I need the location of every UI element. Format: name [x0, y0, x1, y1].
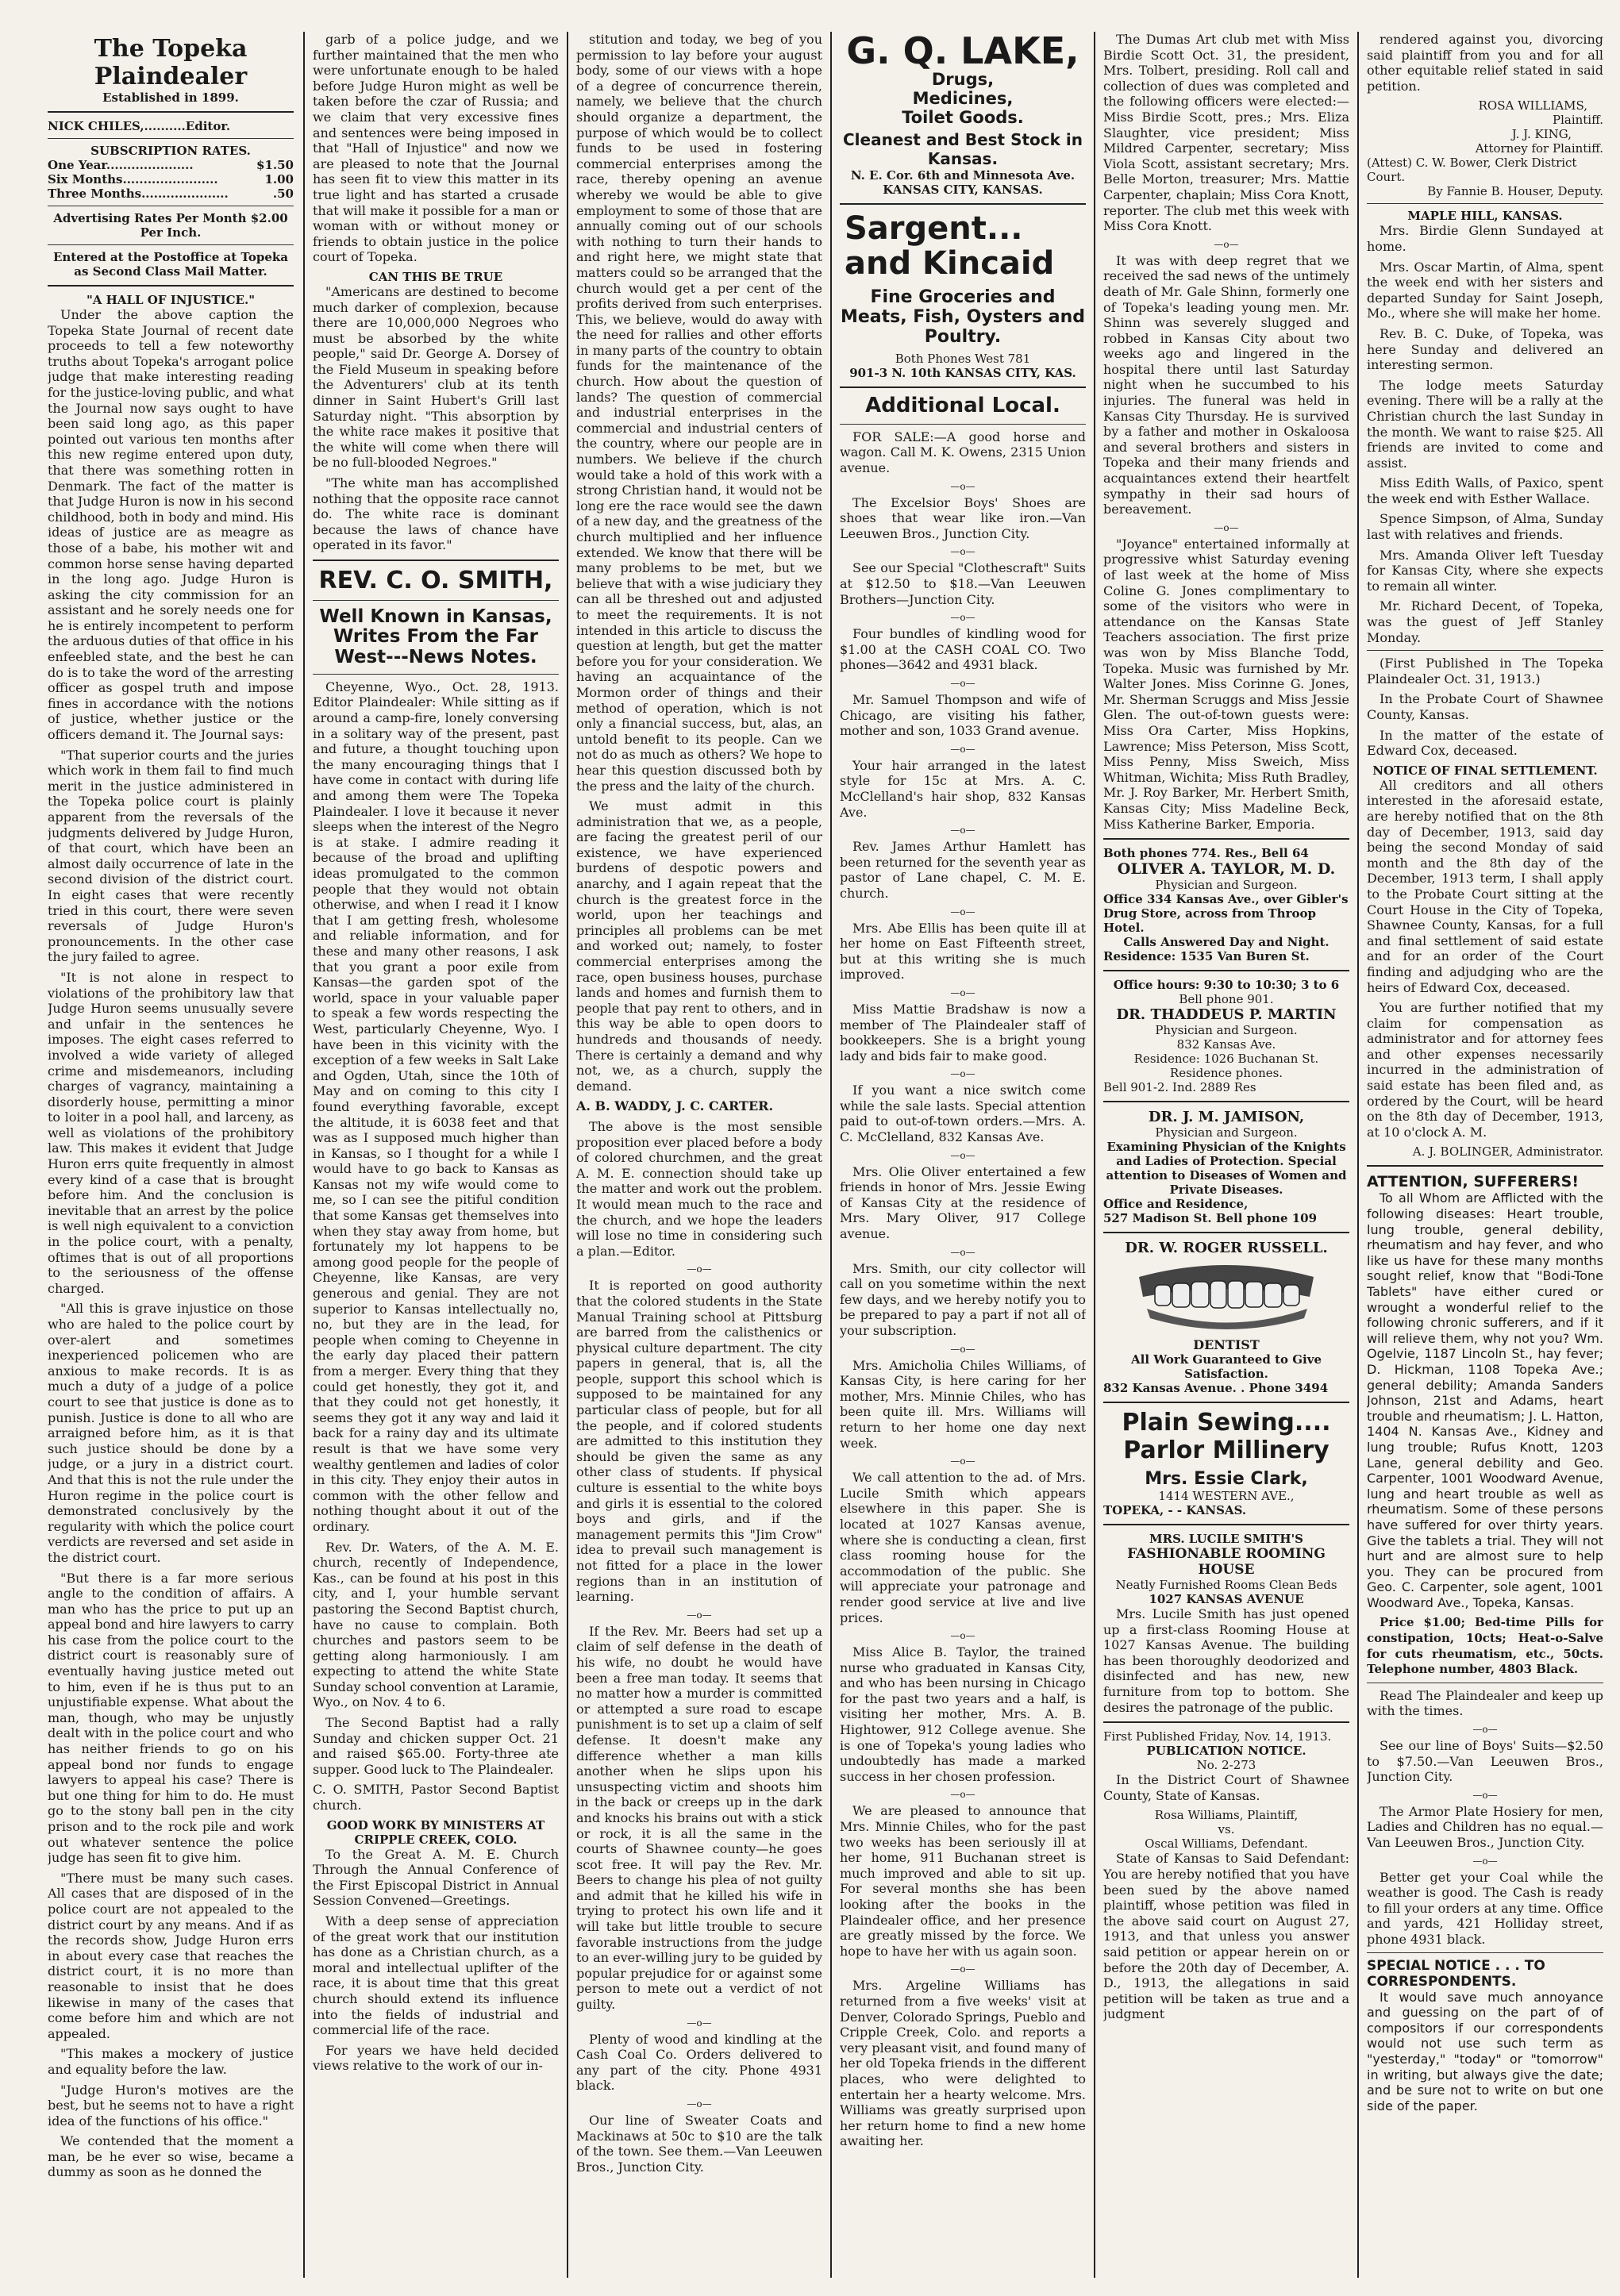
local-item: See our Special "Clothescraft" Suits at $12.50 to $18.—Van Leeuwen Brothers—Junction City.	[840, 560, 1086, 607]
column-6: rendered against you, divorcing said plaintiff from you and for all other equitable relief stated in said petition. ROSA WILLIAMS, Plaintiff. J. J. KING, Attorney for Plaintiff. (Attest) C. W. Bower, Clerk District Court. By Fannie B. Houser, Deputy. MAPLE HILL, KANSAS. Mrs. Birdie Glenn Sundayed at home. Mrs. Oscar Martin, of Alma, spent the week end with her sisters and departed Sunday for Saint Joseph, Mo., where she will make her home. Rev. B. C. Duke, of Topeka, was here Sunday and delivered an interesting sermon. The lodge meets Saturday evening. There will be a rally at the Christian church the last Sunday in the month. We want to raise $25. All friends are invited to come and assist. Miss Edith Walls, of Paxico, spent the week end with Esther Wallace. Spence Simpson, of Alma, Sunday last with relatives and friends. Mrs. Amanda Oliver left Tuesday for Kansas City, where she expects to remain all winter. Mr. Richard Decent, of Topeka, was the guest of Jeff Stanley Monday. (First Published in The Topeka Plaindealer Oct. 31, 1913.) In the Probate Court of Shawnee County, Kansas. In the matter of the estate of Edward Cox, deceased. NOTICE OF FINAL SETTLEMENT. All creditors and all others interested in the aforesaid estate, are hereby notified that on the 8th day of December, 1913, said day being the second Monday of said month and the 8th day of the December, 1913 term, I shall apply to the Probate Court sitting at the Court House in the City of Topeka, Shawnee County, Kansas, for a full and final settlement of said estate and for an order of the Court finding and adjudging who are the heirs of Edward Cox, deceased. You are further notified that my claim for compensation as administrator and for attorney fees and other expenses necessarily incurred in the administration of said estate has been filed and, as ordered by the Court, will be heard on the 8th day of December, 1913, at 10 o'clock A. M. A. J. BOLINGER, Administrator. ATTENTION, SUFFERERS! To all Whom are Afflicted with the following diseases: Heart trouble, lung trouble, general debility, rheumatism and hay fever, and who like us have for these many months sought relief, know that "Bodi-Tone Tablets" have either cured or wrought a wonderful relief to the following chronic sufferers, and if it will relieve them, why not you? Wm. Ogelvie, 1187 Lincoln St., hay fever; D. Hickman, 1108 Topeka Ave.; general debility; Amanda Sanders Johnson, 21st and Adams, heart trouble and rheumatism; J. L. Hatton, 1404 N. Kansas Ave., Kidney and lung trouble; Rufus Knott, 1203 Lane, general debility and Geo. Carpenter, 1001 Woodward Avenue, lung and heart trouble as well as rheumatism. Some of these persons have suffered for over thirty years. Give the tablets a trial. They will not hurt and are almost sure to help you. They can be procured from Geo. C. Carpenter, sole agent, 1001 Woodward Ave., Topeka, Kansas. Price $1.00; Bed-time Pills for constipation, 10cts; Heat-o-Salve for cuts rheumatism, etc., 50cts. Telephone number, 4803 Black. Read The Plaindealer and keep up with the times. —o— See our line of Boys' Suits—$2.50 to $7.50.—Van Leeuwen Bros., Junction City. —o— The Armor Plate Hosiery for men, Ladies and Children has no equal.—Van Leeuwen Bros., Junction City. —o— Better get your Coal while the weather is good. The Cash is ready to fill your orders at any time. Office and yards, 421 Holliday street, phone 4931 black. SPECIAL NOTICE . . . TO CORRESPONDENTS. It would save much annoyance and guessing on the part of of compositors if our correspondents would not use such term as "yesterday," "today" or "tomorrow" in writing, but always give the date; and be sure not to write on but one side of the paper.	[1367, 32, 1603, 2113]
local-item: Read The Plaindealer and keep up with the times.	[1367, 1687, 1603, 1719]
local-item: Miss Alice B. Taylor, the trained nurse who graduated in Kansas City, and who has been nursing in Chicago for the past two years and a half, is visiting her mother, Mrs. A. B. Hightower, 912 College avenue. She is one of Topeka's young ladies who undoubtedly has made a marked success in her chosen profession.	[840, 1644, 1086, 1784]
column-3: stitution and today, we beg of you permission to lay before your august body, some of our views with a hope of a degree of concurrence therein, namely, we believe that the church should organize a department, the purpose of which would be to collect funds to be used in fostering commercial enterprises among the race, thereby opening an avenue whereby we would be able to give employment to some of those that are annually coming out of our schools with nothing to turn their hands to and right here, we might state that matters could so be arranged that the church would get a per cent of the profits derived from such enterprises. This, we believe, would do away with the need for rallies and other efforts in many parts of the country to obtain funds for the maintenance of the church. How about the question of lands? The question of commercial and industrial enterprises in the commercial and industrial centers of the country, where our people are in numbers. We believe if the church would take a hold of this work with a strong Christian hand, it would not be long ere the race would see the dawn of a new day, and the greatness of the church multiplied and her influence extended. We know that there will be many problems to be met, but we believe that with a wise judiciary they can all be threshed out and adjusted to meet the requirements. It is not intended in this article to discuss the question at length, but get the matter before you for your consideration. We having an acquaintance of the Mormon order of things and their method of operation, which is not only a financial success, but, alas, an untold benefit to its people. Can we not do as much as others? We hope to hear this question discussed both by the press and the laity of the church. We must admit in this administration that we, as a people, are facing the greatest peril of our existence, we have experienced burdens of despotic powers and anarchy, and I again repeat that the church is the greatest force in the world, upon her teachings and principles all problems can be met and worked out; namely, to foster commercial enterprises among the race, open business houses, purchase lands and homes and furnish them to people that pay rent to others, and in this way be able to open doors to hundreds and thousands of needy. There is certainly a demand and why not, we, as a church, supply the demand. A. B. WADDY, J. C. CARTER. The above is the most sensible proposition ever placed before a body of colored churchmen, and the great A. M. E. connection should take up the matter and work out the problem. It would mean much to the race and the church, and we hope the leaders will lose no time in considering such a plan.—Editor. —o— It is reported on good authority that the colored students in the State Manual Training school at Pittsburg are barred from the calisthenics or physical culture department. The city papers in general, that is, all the people, support this school which is supposed to be maintained for any particular class of people, but for all the people, and if colored students are admitted to this institution they should be given the same as any other class of students. If physical culture is essential to the white boys and girls it is essential to the colored boys and girls, and if the management permits this "Jim Crow" idea to prevail such management is not fitted for a place in the lower regions than in an institution of learning. —o— If the Rev. Mr. Beers had set up a claim of self defense in the death of his wife, no doubt he would have been a free man today. It seems that no matter how a murder is committed or attempted a sure road to escape punishment is to set up a claim of self defense. It doesn't make any difference whether a man kills another when he slips upon his unsuspecting victim and shoots him in the back or creeps up in the dark and knocks his brains out with a stick or rock, it is all the same in the courts of Shawnee county—he goes scot free. It will pay the Rev. Mr. Beers to change his plea of not guilty and admit that he killed his wife in trying to protect his own life and it will take but little trouble to secure favorable instructions from the judge to an ever-willing jury to be guided by popular prejudice for or against some person to mete out a verdict of not guilty. —o— Plenty of wood and kindling at the Cash Coal Co. Orders delivered to any part of the city. Phone 4931 black. —o— Our line of Sweater Coats and Mackinaws at 50c to $10 are the talk of the town. See them.—Van Leeuwen Bros., Junction City.	[576, 32, 822, 2175]
masthead-editor: NICK CHILES,..........Editor.	[48, 119, 231, 133]
article-heading: CAN THIS BE TRUE	[368, 269, 503, 284]
smith-title: REV. C. O. SMITH,	[318, 567, 553, 594]
local-item: See our line of Boys' Suits—$2.50 to $7.50.—Van Leeuwen Bros., Junction City.	[1367, 1738, 1603, 1785]
column-2	[313, 32, 559, 2278]
local-item: Miss Edith Walls, of Paxico, spent the week end with Esther Wallace.	[1367, 475, 1603, 506]
article-paragraph: "Americans are destined to become much darker of complexion, because there are 10,000,000 Negroes who must be absorbed by the white people," said Dr. George A. Dorsey of the Field Museum in speaking before the Adventurers' club at its tenth dinner in Saint Hubert's Grill last Saturday night. "This absorption by the white race makes it positive that the white will come when there will be no full-blooded Negroes."	[313, 283, 559, 471]
article-heading: GOOD WORK BY MINISTERS AT CRIPPLE CREEK, COLO.	[326, 1817, 545, 1847]
local-item: FOR SALE:—A good horse and wagon. Call M. K. Owens, 2315 Union avenue.	[840, 429, 1086, 476]
local-item: Miss Mattie Bradshaw is now a member of The Plaindealer staff of bookkeepers. She is a bright young lady and bids fair to make good.	[840, 1001, 1086, 1063]
advertising-rates: Advertising Rates Per Month $2.00 Per Inch.	[53, 211, 288, 240]
article-paragraph: The above is the most sensible proposition ever placed before a body of colored churchmen, and the great A. M. E. connection should take up the matter and work out the problem. It would mean much to the race and the church, and we hope the leaders will lose no time in considering such a plan.—Editor.	[576, 1118, 822, 1259]
masthead-title: The Topeka Plaindealer	[94, 35, 248, 90]
smith-rooming-ad: MRS. LUCILE SMITH'S FASHIONABLE ROOMING HOUSE Neatly Furnished Rooms Clean Beds 1027 KANSAS AVENUE Mrs. Lucile Smith has just opened up a first-class Rooming House at 1027 Kansas Avenue. The building has been thoroughly deodorized and disinfected and has new, new furniture from top to bottom. She desires the patronage of the public.	[1103, 1532, 1349, 1715]
sargent-ad: Sargent... and Kincaid Fine Groceries and Meats, Fish, Oysters and Poultry. Both Phones West 781 901-3 N. 10th KANSAS CITY, KAS.	[840, 210, 1086, 381]
sargent-name: Sargent... and Kincaid	[845, 210, 1055, 283]
local-item: Mrs. Amanda Oliver left Tuesday for Kansas City, where she expects to remain all winter.	[1367, 547, 1603, 594]
column-rule	[830, 32, 832, 2278]
article-paragraph: The Second Baptist had a rally Sunday and chicken supper Oct. 21 and raised $65.00. Forty-three ate supper. Good luck to The Plaindealer.	[313, 1715, 559, 1777]
additional-local-heading: Additional Local.	[865, 394, 1060, 418]
article-paragraph: We contended that the moment a man, be he ever so wise, became a dummy as soon as he donned the	[48, 2133, 294, 2180]
article-paragraph: If the Rev. Mr. Beers had set up a claim of self defense in the death of his wife, no doubt he would have been a free man today. It seems that no matter how a murder is committed or attempted a sure road to escape punishment is to set up a claim of self defense. It doesn't make any difference whether a man kills another when he slips upon his unsuspecting victim and shoots him in the back or creeps up in the dark and knocks his brains out with a stick or rock, it is all the same in the courts of Shawnee county—he goes scot free. It will pay the Rev. Mr. Beers to change his plea of not guilty and admit that he killed his wife in trying to protect his own life and it will take but little trouble to secure favorable instructions from the judge to an ever-willing jury to be guided by popular prejudice for or against some person to mete out a verdict of not guilty.	[576, 1623, 822, 2013]
local-item: Better get your Coal while the weather is good. The Cash is ready to fill your orders at any time. Office and yards, 421 Holliday street, phone 4931 black.	[1367, 1869, 1603, 1947]
article-paragraph: We must admit in this administration that we, as a people, are facing the greatest peril of our existence, we have experienced burdens of despotic powers and anarchy, and I again repeat that the church is the greatest force in the world, upon her teachings and principles all problems can be met and worked out; namely, to foster commercial enterprises among the race, open business houses, purchase lands and homes and furnish them to people that pay rent to others, and in this way be able to open doors to hundreds and thousands of needy. There is certainly a demand and why not, we, as a church, supply the demand.	[576, 798, 822, 1094]
local-item: Mr. Richard Decent, of Topeka, was the guest of Jeff Stanley Monday.	[1367, 598, 1603, 645]
article-paragraph: With a deep sense of appreciation of the great work that our institution has done as a Christian church, as a moral and intellectual uplifter of the race, it is about time that this great church should extend its influence into the fields of industrial and commercial life of the race.	[313, 1913, 559, 2038]
local-item: "Joyance" entertained informally at progressive whist Saturday evening of last week at the home of Miss Coline G. Jones complimentary to some of the visitors who were in attendance on the Kansas State Teachers association. The first prize was won by Miss Blanche Todd, Topeka. Music was furnished by Mr. Walter Jones. Miss Corinne G. Jones, Mr. Sherman Scruggs and Miss Jessie Glen. The out-of-town guests were: Miss Ora Carter, Miss Hopkins, Lawrence; Miss Peterson, Miss Scott, Miss Penny, Miss Sweich, Miss Whitman, Wichita; Miss Ruth Bradley, Mr. J. Roy Barker, Mr. Herbert Smith, Kansas City; Miss Madeline Beck, Miss Katherine Barker, Emporia.	[1103, 536, 1349, 832]
sargent-tagline: Fine Groceries and Meats, Fish, Oysters and Poultry.	[840, 287, 1086, 348]
local-item: Mrs. Smith, our city collector will call on you sometime within the next few days, and we hereby notify you to be prepared to pay a part if not all of your subscription.	[840, 1260, 1086, 1339]
article-paragraph: Plenty of wood and kindling at the Cash Coal Co. Orders delivered to any part of the city. Phone 4931 black.	[576, 2031, 822, 2094]
column-rule	[303, 32, 305, 2278]
column-1	[48, 32, 294, 2278]
column-4: G. Q. LAKE, Drugs, Medicines, Toilet Goods. Cleanest and Best Stock in Kansas. N. E. Cor. 6th and Minnesota Ave. KANSAS CITY, KANSAS. Sargent... and Kincaid Fine Groceries and Meats, Fish, Oysters and Poultry. Both Phones West 781 901-3 N. 10th KANSAS CITY, KAS. Additional Local. FOR SALE:—A good horse and wagon. Call M. K. Owens, 2315 Union avenue. —o— The Excelsior Boys' Shoes are shoes that wear like iron.—Van Leeuwen Bros., Junction City. —o— See our Special "Clothescraft" Suits at $12.50 to $18.—Van Leeuwen Brothers—Junction City. —o— Four bundles of kindling wood for $1.00 at the CASH COAL CO. Two phones—3642 and 4931 black. —o— Mr. Samuel Thompson and wife of Chicago, are visiting his father, mother and son, 1033 Grand avenue. —o— Your hair arranged in the latest style for 15c at Mrs. A. C. McClelland's hair shop, 832 Kansas Ave. —o— Rev. James Arthur Hamlett has been returned for the seventh year as pastor of Lane chapel, C. M. E. church. —o— Mrs. Abe Ellis has been quite ill at her home on East Fifteenth street, but at this writing she is much improved. —o— Miss Mattie Bradshaw is now a member of The Plaindealer staff of bookkeepers. She is a bright young lady and bids fair to make good. —o— If you want a nice switch come while the sale lasts. Special attention paid to out-of-town orders.—Mrs. A. C. McClelland, 832 Kansas Ave. —o— Mrs. Olie Oliver entertained a few friends in honor of Mrs. Jessie Ewing of Kansas City at the residence of Mrs. Mary Oliver, 917 College avenue. —o— Mrs. Smith, our city collector will call on you sometime within the next few days, and we hereby notify you to be prepared to pay a part if not all of your subscription. —o— Mrs. Amicholia Chiles Williams, of Kansas City, is here caring for her mother, Mrs. Minnie Chiles, who has been quite ill. Mrs. Williams will return to her home one day next week. —o— We call attention to the ad. of Mrs. Lucile Smith which appears elsewhere in this paper. She is located at 1027 Kansas avenue, where she is conducting a clean, first class rooming house for the accommodation of the public. She will appreciate your patronage and render good service at live and live prices. —o— Miss Alice B. Taylor, the trained nurse who graduated in Kansas City, and who has been nursing in Chicago for the past two years and a half, is visiting her mother, Mrs. A. B. Hightower, 912 College avenue. She is one of Topeka's young ladies who undoubtedly has made a marked success in her chosen profession. —o— We are pleased to announce that Mrs. Minnie Chiles, who for the past two weeks has been seriously ill at her home, 911 Buchanan street is much improved and able to sit up. For several months she has been looking after the books in the Plaindealer office, and her presence are greatly missed by the force. We hope to have her with us again soon. —o— Mrs. Argeline Williams has returned from a five weeks' visit at Denver, Colorado Springs, Pueblo and Cripple Creek, Colo. and reports a very pleasant visit, and found many of her old Topeka friends in the different places, who were delighted to entertain her a hearty welcome. Mrs. Williams was greatly surprised upon her return home to find a new home awaiting her.	[840, 32, 1086, 2149]
rate-row: One Year..................... $1.50	[48, 158, 294, 172]
lake-tagline: Cleanest and Best Stock in Kansas.	[843, 130, 1083, 169]
local-item: Mrs. Abe Ellis has been quite ill at her home on East Fifteenth street, but at this writing she is much improved.	[840, 920, 1086, 983]
article-paragraph: stitution and today, we beg of you permission to lay before your august body, some of our views with a hope of a degree of concurrence therein, namely, we believe that the church should organize a department, the purpose of which would be to collect funds to be used in fostering commercial enterprises among the race, thereby opening an avenue whereby we would be able to give employment to some of those that are annually coming out of our schools with nothing to turn their hands to and right here, we might state that matters could so be arranged that the church would get a per cent of the profits derived from such enterprises. This, we believe, would do away with the need for rallies and other efforts in many parts of the country to obtain funds for the maintenance of the church. How about the question of lands? The question of commercial and industrial enterprises in the commercial and industrial centers of the country, where our people are in numbers. We believe if the church would take a hold of this work with a strong Christian hand, it would not be long ere the race would see the dawn of a new day, and the greatness of the church multiplied and her influence extended. We know that there will be many problems to be met, but we believe that with a wise judiciary they can all be threshed out and adjusted to meet the requirements. It is not intended in this article to discuss the question at length, but get the matter before you for your consideration. We having an acquaintance of the Mormon order of things and their method of operation, which is not only a financial success, but, alas, an untold benefit to its people. Can we not do as much as others? We hope to hear this question discussed both by the press and the laity of the church.	[576, 32, 822, 794]
probate-notice: (First Published in The Topeka Plaindealer Oct. 31, 1913.) In the Probate Court of Shawnee County, Kansas. In the matter of the estate of Edward Cox, deceased. NOTICE OF FINAL SETTLEMENT. All creditors and all others interested in the aforesaid estate, are hereby notified that on the 8th day of December, 1913, said day being the second Monday of said month and the 8th day of the December, 1913 term, I shall apply to the Probate Court sitting at the Court House in the City of Topeka, Shawnee County, Kansas, for a full and final settlement of said estate and for an order of the Court finding and adjudging who are the heirs of Edward Cox, deceased. You are further notified that my claim for compensation as administrator and for attorney fees and other expenses necessarily incurred in the administration of said estate has been filed and, as ordered by the Court, will be heard on the 8th day of December, 1913, at 10 o'clock A. M. A. J. BOLINGER, Administrator.	[1367, 656, 1603, 1160]
local-item: If you want a nice switch come while the sale lasts. Special attention paid to out-of-town orders.—Mrs. A. C. McClelland, 832 Kansas Ave.	[840, 1083, 1086, 1145]
article-paragraph: "Judge Huron's motives are the best, but he seems not to have a right idea of the functions of his office."	[48, 2082, 294, 2129]
local-item: Your hair arranged in the latest style for 15c at Mrs. A. C. McClelland's hair shop, 832 Kansas Ave.	[840, 757, 1086, 820]
article-paragraph: Rev. Dr. Waters, of the A. M. E. church, recently of Independence, Kas., can be found at his post in this city, and I, your humble servant pastoring the Second Baptist church, have no cause to complain. Both churches and pastors seem to be getting along harmoniously. I am expecting to attend the white State Sunday school convention at Laramie, Wyo., on Nov. 4 to 6.	[313, 1539, 559, 1710]
article-heading: "A HALL OF INJUSTICE."	[86, 293, 256, 307]
local-item: The lodge meets Saturday evening. There will be a rally at the Christian church the last Sunday in the month. We want to raise $25. All friends are invited to come and assist.	[1367, 377, 1603, 471]
dentures-icon	[1131, 1261, 1322, 1333]
article-paragraph: rendered against you, divorcing said plaintiff from you and for all other equitable relief stated in said petition.	[1367, 32, 1603, 94]
russell-card: DR. W. ROGER RUSSELL. DENTIST All Work Guaranteed to Give Satisfaction. 832 Kansas Avenue. . Phone 3494	[1103, 1240, 1329, 1396]
local-item: Spence Simpson, of Alma, Sunday last with relatives and friends.	[1367, 511, 1603, 543]
local-item: Mrs. Amicholia Chiles Williams, of Kansas City, is here caring for her mother, Mrs. Minnie Chiles, who has been quite ill. Mrs. Williams will return to her home one day next week.	[840, 1357, 1086, 1451]
article-paragraph: For years we have held decided views relative to the work of our in-	[313, 2042, 559, 2074]
signature: C. O. SMITH, Pastor Second Baptist church.	[313, 1782, 559, 1813]
article-paragraph: "There must be many such cases. All cases that are disposed of in the police court are not appealed to the district court by any means. And if as the records show, Judge Huron errs in about every case that reaches the district court, it is no more than reasonable to insist that he does likewise in many of the cases that come before him and which are not appealed.	[48, 1870, 294, 2041]
clark-ad: Plain Sewing.... Parlor Millinery Mrs. Essie Clark, 1414 WESTERN AVE., TOPEKA, - - KANSAS.	[1103, 1409, 1331, 1518]
signature: A. B. WADDY, J. C. CARTER.	[576, 1098, 774, 1114]
local-item: Four bundles of kindling wood for $1.00 at the CASH COAL CO. Two phones—3642 and 4931 black.	[840, 626, 1086, 673]
local-item: Rev. James Arthur Hamlett has been returned for the seventh year as pastor of Lane chapel, C. M. E. church.	[840, 839, 1086, 901]
article-paragraph: "The white man has accomplished nothing that the opposite race cannot do. The white race is dominant because the laws of chance have operated in its favor."	[313, 475, 559, 553]
article-paragraph: "All this is grave injustice on those who are haled to the police court by over-alert and sometimes inexperienced policemen who are anxious to make records. It is as much a duty of a judge of a police court to see that justice is done as to punish. Justice is done to all who are arraigned before him, as it is that such justice should be done by a judge, or a jury in a district court. And that this is not the rule under the Huron regime in the police court is demonstrated conclusively by the regularity with which the police court verdicts are reversed and set aside in the district court.	[48, 1301, 294, 1565]
column-rule	[1357, 32, 1359, 2278]
column-rule	[567, 32, 568, 2278]
article-paragraph: "This makes a mockery of justice and equality before the law.	[48, 2046, 294, 2077]
lake-ad: G. Q. LAKE, Drugs, Medicines, Toilet Goods. Cleanest and Best Stock in Kansas. N. E. Cor. 6th and Minnesota Ave. KANSAS CITY, KANSAS.	[840, 32, 1086, 197]
local-item: Mrs. Birdie Glenn Sundayed at home.	[1367, 223, 1603, 254]
attention-ad: ATTENTION, SUFFERERS! To all Whom are Afflicted with the following diseases: Heart trouble, lung trouble, general debility, rheumatism and hay fever, and who like us have for these many months sought relief, know that "Bodi-Tone Tablets" have either cured or wrought a wonderful relief to the following chronic sufferers, and if it will relieve them, why not you? Wm. Ogelvie, 1187 Lincoln St., hay fever; D. Hickman, 1108 Topeka Ave.; general debility; Amanda Sanders Johnson, 21st and Adams, heart trouble and rheumatism; J. L. Hatton, 1404 N. Kansas Ave., Kidney and lung trouble; Rufus Knott, 1203 Lane, general debility and Geo. Carpenter, 1001 Woodward Avenue, lung and heart trouble as well as rheumatism. Some of these persons have suffered for over thirty years. Give the tablets a trial. They will not hurt and are almost sure to help you. They can be procured from Geo. C. Carpenter, sole agent, 1001 Woodward Ave., Topeka, Kansas. Price $1.00; Bed-time Pills for constipation, 10cts; Heat-o-Salve for cuts rheumatism, etc., 50cts. Telephone number, 4803 Black.	[1367, 1173, 1603, 1677]
article-paragraph: garb of a police judge, and we further maintained that the men who were unfortunate enough to be haled before Judge Huron might as well be taken before the czar of Russia; and we claim that very excessive fines and sentences were being imposed in that "Hall of Injustice" and now we are pleased to note that the Journal has seen fit to view this matter in its true light and has started a crusade that will make it possible for a man or woman with or without money or friends to obtain justice in the police court of Topeka.	[313, 32, 559, 265]
local-item: Mrs. Oscar Martin, of Alma, spent the week end with her sisters and departed Sunday for Saint Joseph, Mo., where she will make her home.	[1367, 259, 1603, 321]
local-item: Rev. B. C. Duke, of Topeka, was here Sunday and delivered an interesting sermon.	[1367, 325, 1603, 373]
local-item: Mrs. Olie Oliver entertained a few friends in honor of Mrs. Jessie Ewing of Kansas City at the residence of Mrs. Mary Oliver, 917 College avenue.	[840, 1163, 1086, 1242]
smith-headline: Well Known in Kansas, Writes From the Far West---News Notes.	[319, 606, 552, 667]
local-item: Mr. Samuel Thompson and wife of Chicago, are visiting his father, mother and son, 1033 Grand avenue.	[840, 692, 1086, 739]
local-item: We call attention to the ad. of Mrs. Lucile Smith which appears elsewhere in this paper. She is located at 1027 Kansas avenue, where she is conducting a clean, first class rooming house for the accommodation of the public. She will appreciate your patronage and render good service at live and live prices.	[840, 1470, 1086, 1625]
article-paragraph: It is reported on good authority that the colored students in the State Manual Training school at Pittsburg are barred from the calisthenics or physical culture department. The city papers in general, that is, all the people, support this school which is supposed to be maintained for any particular class of people, but for all the people, and if colored students are admitted to this institution they should be given the same as any other class of students. If physical culture is essential to the white boys and girls it is essential to the colored boys and girls, and if the management permits this "Jim Crow" idea to prevail such management is not fitted for a place in the lower regions than in an institution of learning.	[576, 1278, 822, 1605]
entered-notice: Entered at the Postoffice at Topeka as Second Class Mail Matter.	[52, 250, 289, 279]
local-item: We are pleased to announce that Mrs. Minnie Chiles, who for the past two weeks has been seriously ill at her home, 911 Buchanan street is much improved and able to sit up. For several months she has been looking after the books in the Plaindealer office, and her presence are greatly missed by the force. We hope to have her with us again soon.	[840, 1803, 1086, 1959]
rate-row: Three Months..................... .50	[48, 187, 294, 201]
local-item: The Dumas Art club met with Miss Birdie Scott Oct. 31, the president, Mrs. Tolbert, presiding. Roll call and collection of dues was completed and the following officers were elected:—Miss Birdie Scott, pres.; Mrs. Eliza Slaughter, vice president; Miss Mildred Carpenter, secretary; Miss Viola Scott, assistant secretary; Mrs. Belle Morton, treasurer; Mrs. Mattie Carpenter, chaplain; Miss Cora Knott, reporter. The club met this week with Miss Cora Knott.	[1103, 32, 1349, 234]
newspaper-page	[48, 32, 1603, 2278]
rates-list	[48, 158, 294, 201]
masthead-established: Established in 1899.	[102, 90, 239, 105]
column-rule	[1094, 32, 1095, 2278]
local-item: It was with deep regret that we received the sad news of the untimely death of Mr. Gale Shinn, formerly one of Topeka's leading young men. Mr. Shinn was severely slugged and robbed in Kansas City about two weeks ago and lingered in the hospital there until last Saturday night when he succumbed to his injuries. The funeral was held in Kansas City Thursday. He is survived by a father and mother in Oskaloosa and several brothers and sisters in Topeka and their many friends and acquaintances extend their heartfelt sympathy in their sad hours of bereavement.	[1103, 252, 1349, 517]
article-paragraph: Under the above caption the Topeka State Journal of recent date proceeds to tell a few noteworthy truths about Topeka's arrogant police judge that make interesting reading for the justice-loving public, and what the Journal now says ought to have been said long ago, as this paper pointed out various ten months after this new regime entered upon duty, that there was something rotten in Denmark. The fact of the matter is that Judge Huron is now in his second childhood, both in body and mind. His ideas of justice are as meagre as those of a babe, his mother wit and common horse sense having departed in the long ago. Judge Huron is asking the city commission for an assistant and he sorely needs one for he is entirely incompetent to perform the arduous duties of that office in his enfeebled state, and the best he can do is to take the word of the arresting officer as gospel truth and impose fines in accordance with the notions of justice, whether justice or the officers demand it. The Journal says:	[48, 307, 294, 743]
publication-notice: First Published Friday, Nov. 14, 1913. PUBLICATION NOTICE. No. 2-273 In the District Court of Shawnee County, State of Kansas. Rosa Williams, Plaintiff, vs. Oscal Williams, Defendant. State of Kansas to Said Defendant: You are hereby notified that you have been sued by the above named plaintiff, whose petition was filed in the above said court on August 27, 1913, and that unless you answer said petition or appear herein on or before the 20th day of December, A. D., 1913, the allegations in said petition will be taken as true and a judgment	[1103, 1729, 1349, 2022]
local-item: Mrs. Argeline Williams has returned from a five weeks' visit at Denver, Colorado Springs, Pueblo and Cripple Creek, Colo. and reports a very pleasant visit, and found many of her old Topeka friends in the different places, who were delighted to entertain her a hearty welcome. Mrs. Williams was greatly surprised upon her return home to find a new home awaiting her.	[840, 1978, 1086, 2149]
taylor-card: Both phones 774. Res., Bell 64 OLIVER A. TAYLOR, M. D. Physician and Surgeon. Office 334 Kansas Ave., over Gibler's Drug Store, across from Throop Hotel. Calls Answered Day and Night. Residence: 1535 Van Buren St.	[1103, 846, 1349, 964]
column-5: The Dumas Art club met with Miss Birdie Scott Oct. 31, the president, Mrs. Tolbert, presiding. Roll call and collection of dues was completed and the following officers were elected:—Miss Birdie Scott, pres.; Mrs. Eliza Slaughter, vice president; Miss Mildred Carpenter, secretary; Miss Viola Scott, assistant secretary; Mrs. Belle Morton, treasurer; Mrs. Mattie Carpenter, chaplain; Miss Cora Knott, reporter. The club met this week with Miss Cora Knott. —o— It was with deep regret that we received the sad news of the untimely death of Mr. Gale Shinn, formerly one of Topeka's leading young men. Mr. Shinn was severely slugged and robbed in Kansas City about two weeks ago and lingered in the hospital there until last Saturday night when he succumbed to his injuries. The funeral was held in Kansas City Thursday. He is survived by a father and mother in Oskaloosa and several brothers and sisters in Topeka and their many friends and acquaintances extend their heartfelt sympathy in their sad hours of bereavement. —o— "Joyance" entertained informally at progressive whist Saturday evening of last week at the home of Miss Coline G. Jones complimentary to some of the visitors who were in attendance on the Kansas State Teachers association. The first prize was won by Miss Blanche Todd, Topeka. Music was furnished by Mr. Walter Jones. Miss Corinne G. Jones, Mr. Sherman Scruggs and Miss Jessie Glen. The out-of-town guests were: Miss Ora Carter, Miss Hopkins, Lawrence; Miss Peterson, Miss Scott, Miss Penny, Miss Sweich, Miss Whitman, Wichita; Miss Ruth Bradley, Mr. J. Roy Barker, Mr. Herbert Smith, Kansas City; Miss Madeline Beck, Miss Katherine Barker, Emporia. Both phones 774. Res., Bell 64 OLIVER A. TAYLOR, M. D. Physician and Surgeon. Office 334 Kansas Ave., over Gibler's Drug Store, across from Throop Hotel. Calls Answered Day and Night. Residence: 1535 Van Buren St. Office hours: 9:30 to 10:30; 3 to 6 Bell phone 901. DR. THADDEUS P. MARTIN Physician and Surgeon. 832 Kansas Ave. Residence: 1026 Buchanan St. Residence phones. Bell 901-2. Ind. 2889 Res DR. J. M. JAMISON, Physician and Surgeon. Examining Physician of the Knights and Ladies of Protection. Special attention to Diseases of Women and Private Diseases. Office and Residence, 527 Madison St. Bell phone 109 DR. W. ROGER RUSSELL. DENTIST All Work Guaranteed to Give Satisfaction. 832 Kansas Avenue. . Phone 3494 Plain Sewing.... Parlor Millinery Mrs. Essie Clark, 1414 WESTERN AVE., TOPEKA, - - KANSAS. MRS. LUCILE SMITH'S FASHIONABLE ROOMING HOUSE Neatly Furnished Rooms Clean Beds 1027 KANSAS AVENUE Mrs. Lucile Smith has just opened up a first-class Rooming House at 1027 Kansas Avenue. The building has been thoroughly deodorized and disinfected and has new, new furniture from top to bottom. She desires the patronage of the public. First Published Friday, Nov. 14, 1913. PUBLICATION NOTICE. No. 2-273 In the District Court of Shawnee County, State of Kansas. Rosa Williams, Plaintiff, vs. Oscal Williams, Defendant. State of Kansas to Said Defendant: You are hereby notified that you have been sued by the above named plaintiff, whose petition was filed in the above said court on August 27, 1913, and that unless you answer said petition or appear herein on or before the 20th day of December, A. D., 1913, the allegations in said petition will be taken as true and a judgment	[1103, 32, 1349, 2022]
subscription-heading: SUBSCRIPTION RATES.	[90, 144, 251, 158]
special-notice: SPECIAL NOTICE . . . TO CORRESPONDENTS. It would save much annoyance and guessing on the part of of compositors if our correspondents would not use such term as "yesterday," "today" or "tomorrow" in writing, but always give the date; and be sure not to write on but one side of the paper.	[1367, 1957, 1603, 2113]
article-paragraph: "But there is a far more serious angle to the condition of affairs. A man who has the price to put up an appeal bond and hire lawyers to carry his case from the police court to the district court is reasonably sure of eventually having justice meted out to him, even if he is thus put to an unjustifiable expense. What about the man, though, who may be unjustly dealt with in the police court and who has neither friends to go on his appeal bond nor funds to engage lawyers to appeal his case? There is but one thing for him to do. He must go to the stony ball pen in the city prison and to the rock pile and work out whatever sentence the police judge has seen fit to give him.	[48, 1570, 294, 1866]
rate-row: Six Months....................... 1.00	[48, 172, 294, 187]
article-paragraph: "It is not alone in respect to violations of the prohibitory law that Judge Huron seems unusually severe and unfair in the sentences he imposes. The eight cases referred to involved a wide variety of alleged crime and misdemeanors, including charges of vagrancy, maintaining a disorderly house, permitting a minor to loiter in a pool hall, and larceny, as well as violations of the prohibitory law. This makes it evident that Judge Huron errs quite frequently in almost every kind of a case that is brought before him. And the conclusion is inevitable that an arrest by the police is well nigh equivalent to a conviction in the police court, with a penalty, oftimes that is out of all proportions to the seriousness of the offense charged.	[48, 969, 294, 1296]
article-paragraph: "That superior courts and the juries which work in them fail to find much merit in the justice administered in the Topeka police court is plainly apparent from the reversals of the judgments delivered by Judge Huron, of that court, which have been an almost daily occurrence of late in the second division of the district court. In eight cases that were recently tried in this court, there were seven reversals of Judge Huron's pronouncements. In the other case the jury failed to agree.	[48, 747, 294, 965]
lake-address: N. E. Cor. 6th and Minnesota Ave. KANSAS CITY, KANSAS.	[850, 168, 1076, 198]
local-item: The Excelsior Boys' Shoes are shoes that wear like iron.—Van Leeuwen Bros., Junction City.	[840, 494, 1086, 541]
article-paragraph: Our line of Sweater Coats and Mackinaws at 50c to $10 are the talk of the town. See them.—Van Leeuwen Bros., Junction City.	[576, 2113, 822, 2175]
lake-name: G. Q. LAKE,	[846, 32, 1079, 72]
local-item: The Armor Plate Hosiery for men, Ladies and Children has no equal.—Van Leeuwen Bros., Junction City.	[1367, 1803, 1603, 1850]
martin-card: Office hours: 9:30 to 10:30; 3 to 6 Bell phone 901. DR. THADDEUS P. MARTIN Physician and Surgeon. 832 Kansas Ave. Residence: 1026 Buchanan St. Residence phones. Bell 901-2. Ind. 2889 Res	[1103, 978, 1340, 1095]
jamison-card: DR. J. M. JAMISON, Physician and Surgeon. Examining Physician of the Knights and Ladies of Protection. Special attention to Diseases of Women and Private Diseases. Office and Residence, 527 Madison St. Bell phone 109	[1103, 1109, 1347, 1226]
maple-hill-heading: MAPLE HILL, KANSAS.	[1407, 209, 1563, 224]
article-paragraph: To the Great A. M. E. Church Through the Annual Conference of the First Episcopal District in Annual Session Convened—Greetings.	[313, 1846, 559, 1909]
article-paragraph: Cheyenne, Wyo., Oct. 28, 1913. Editor Plaindealer: While sitting as if around a camp-fire, lonely conversing in a solitary way of the present, past and future, a thought touching upon the many encouraging things that I have come in contact with during life and among them were The Topeka Plaindealer. I love it because it never sleeps when the interest of the Negro is at stake. I admire reading it because of the broad and uplifting ideas promulgated to the common people that they would not obtain otherwise, and when I read it I know that I am getting fresh, wholesome and reliable information, and for these and many other reasons, I ask that you grant a poor exile from Kansas—the garden spot of the world, space in your valuable paper to speak a few words respecting the West, particularly Cheyenne, Wyo. I have been in this vicinity with the exception of a few weeks in Salt Lake and Ogden, Utah, since the 10th of May and on coming to this city I found everything favorable, except the altitude, it is 6038 feet and that was as I supposed much higher than in Kansas, so I thought for a while I would have to go back to Kansas as Kansas not my wife would come to me, so I can see the pitiful condition that some Kansas get themselves into when they stay away from home, but fortunately my lot happens to be among good people for the people of Cheyenne, like Kansas, are very generous and genial. They are not superior to Kansas intellectually no, no, but they are in the lead, for people when coming to Cheyenne in the early day placed their pattern from a merger. Every thing that they could get honestly, they got it, and that they could not get honestly, it seems they got it any way and laid it back for a rainy day and its ultimate result is that we have some very wealthy gentlemen and ladies of color in this city. They enjoy their autos in common with the other fellow and nothing thought about it out of the ordinary.	[313, 679, 559, 1534]
